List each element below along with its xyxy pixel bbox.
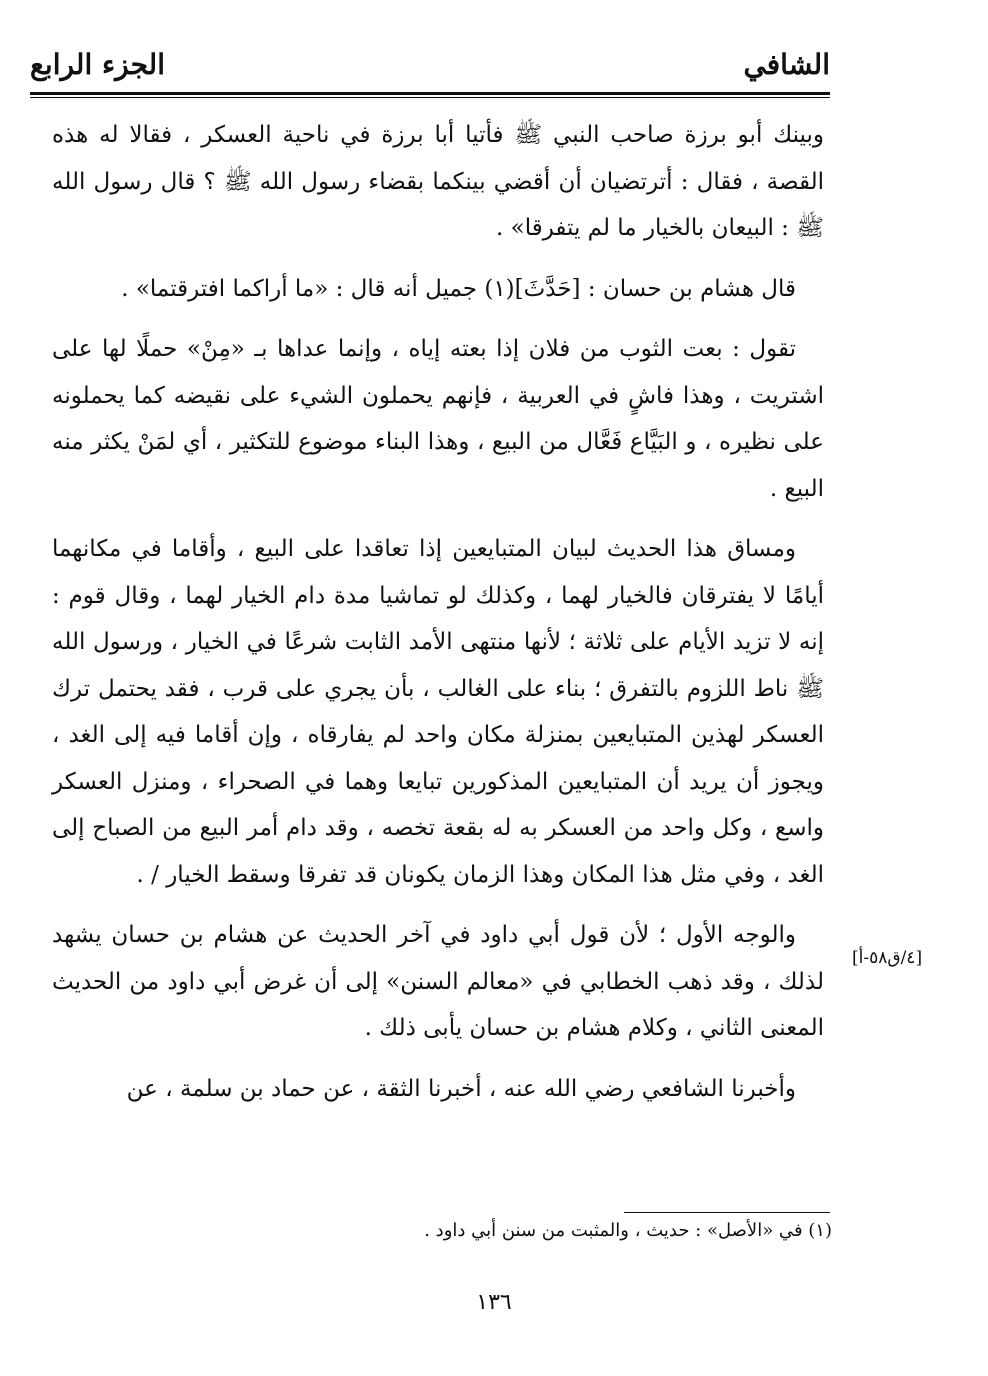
paragraph-3: تقول : بعت الثوب من فلان إذا بعته إياه ، وإنما عداها بـ «مِنْ» حملًا لها على اشتريت ، وهذا فاشٍ في العربية ، فإنهم يحملون الشيء على نقيضه كما يحملونه على نظيره ، و البَيَّاع فَعَّال من البيع ، وهذا البناء موضوع للتكثير ، أي لمَنْ يكثر منه البيع . <box>52 336 824 502</box>
running-header <box>30 48 830 88</box>
footnote-rule <box>624 1212 830 1213</box>
volume-label: الجزء الرابع <box>30 48 165 81</box>
paragraph-6: وأخبرنا الشافعي رضي الله عنه ، أخبرنا الثقة ، عن حماد بن سلمة ، عن <box>126 1075 796 1102</box>
footnote: (١) في «الأصل» : حديث ، والمثبت من سنن أبي داود . <box>424 1220 832 1241</box>
paragraph-4: ومساق هذا الحديث لبيان المتبايعين إذا تعاقدا على البيع ، وأقاما في مكانهما أيامًا لا يفترقان فالخيار لهما ، وكذلك لو تماشيا مدة دام الخيار لهما ، وقال قوم : إنه لا تزيد الأيام على ثلاثة ؛ لأنها منتهى الأمد الثابت شرعًا في الخيار ، ورسول الله ﷺ ناط اللزوم بالتفرق ؛ بناء على الغالب ، بأن يجري على قرب ، فقد يحتمل ترك العسكر لهذين المتبايعين بمنزلة مكان واحد لم يفارقاه ، وإن أقاما فيه إلى الغد ، ويجوز أن يريد أن المتبايعين المذكورين تبايعا وهما في الصحراء ، ومنزل العسكر واسع ، وكل واحد من العسكر به له بقعة تخصه ، وقد دام أمر البيع من الصباح إلى الغد ، وفي مثل هذا المكان وهذا الزمان يكونان قد تفرقا وسقط الخيار / . <box>52 536 824 888</box>
paragraph-1: وبينك أبو برزة صاحب النبي ﷺ فأتيا أبا برزة في ناحية العسكر ، فقالا له هذه القصة ، فقال : أترتضيان أن أقضي بينكما بقضاء رسول الله ﷺ ؟ قال رسول الله ﷺ : البيعان بالخيار ما لم يتفرقا» . <box>52 122 824 241</box>
book-title: الشافي <box>743 48 830 81</box>
paragraph-2: قال هشام بن حسان : [حَدَّثَ](١) جميل أنه قال : «ما أراكما افترقتما» . <box>121 275 796 302</box>
paragraph-5: والوجه الأول ؛ لأن قول أبي داود في آخر الحديث عن هشام بن حسان يشهد لذلك ، وقد ذهب الخطابي في «معالم السنن» إلى أن غرض أبي داود من الحديث المعنى الثاني ، وكلام هشام بن حسان يأبى ذلك . <box>52 922 824 1041</box>
header-rule <box>30 92 830 95</box>
manuscript-folio-note: [٤/ق٥٨-أ] <box>852 948 923 968</box>
header-rule-thin <box>30 97 830 98</box>
main-text <box>52 112 824 1126</box>
page-number: ١٣٦ <box>476 1290 512 1315</box>
